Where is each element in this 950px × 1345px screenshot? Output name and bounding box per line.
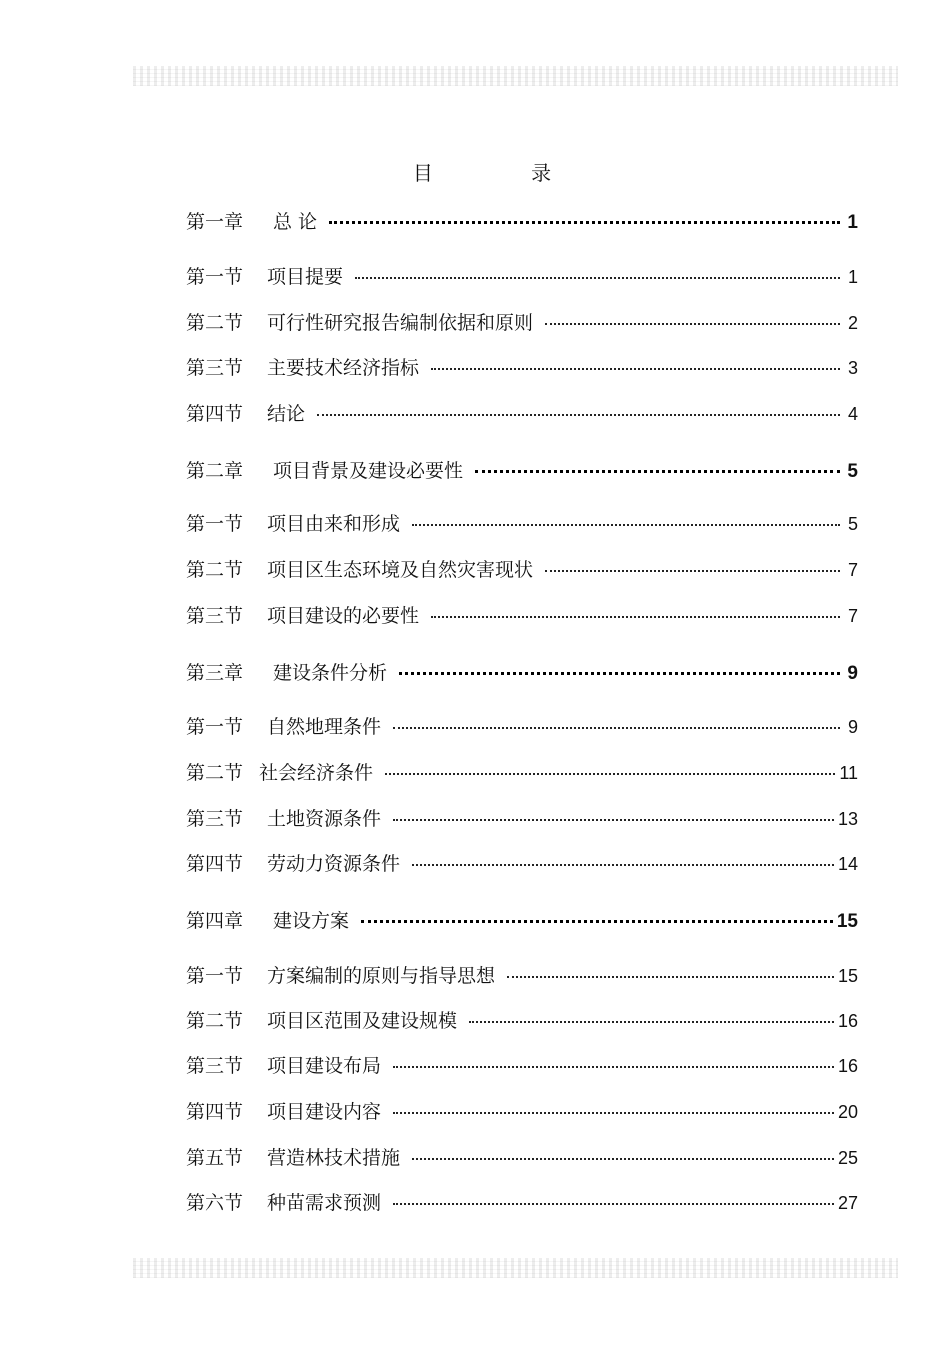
- toc-page-number: 14: [837, 854, 858, 874]
- toc-label: 第三节: [186, 357, 244, 379]
- toc-chapter[interactable]: [186, 454, 858, 482]
- toc-title: 结论: [267, 403, 306, 425]
- dot-leader: [393, 1183, 834, 1205]
- toc-label: 第一章: [186, 211, 244, 233]
- toc-label: 第四节: [186, 853, 244, 875]
- toc-section[interactable]: [186, 803, 858, 830]
- toc-title: 主要技术经济指标: [267, 357, 420, 379]
- toc-label: 第一节: [186, 716, 244, 738]
- toc-section[interactable]: [186, 1142, 858, 1169]
- toc-page-number: 9: [847, 663, 858, 684]
- toc-label: 第二节: [186, 312, 244, 334]
- toc-section[interactable]: [186, 1050, 858, 1077]
- toc-title: 方案编制的原则与指导思想: [267, 965, 496, 987]
- dot-leader: [412, 504, 840, 526]
- toc-page-number: 4: [847, 404, 858, 424]
- toc-section[interactable]: [186, 1187, 858, 1214]
- toc-title: 项目背景及建设必要性: [273, 460, 464, 482]
- toc-page-number: 16: [837, 1056, 858, 1076]
- toc-section[interactable]: [186, 1005, 858, 1032]
- dot-leader: [399, 652, 840, 675]
- dot-leader: [393, 1092, 834, 1114]
- toc-page-number: 16: [837, 1011, 858, 1031]
- dot-leader: [385, 753, 835, 775]
- toc-title: 项目区范围及建设规模: [267, 1010, 458, 1032]
- toc-section[interactable]: [186, 848, 858, 875]
- toc-section[interactable]: [186, 352, 858, 379]
- toc-title: 总 论: [273, 211, 318, 233]
- toc-page-number: 7: [847, 606, 858, 626]
- toc-label: 第二节: [186, 559, 244, 581]
- toc-page-number: 5: [847, 461, 858, 482]
- toc-page-number: 1: [847, 212, 858, 233]
- toc-page-number: 15: [836, 911, 858, 932]
- toc-page-number: 9: [847, 717, 858, 737]
- toc-page-number: 25: [837, 1148, 858, 1168]
- dot-leader: [393, 799, 834, 821]
- toc-chapter[interactable]: [186, 904, 858, 932]
- dot-leader: [431, 596, 840, 618]
- dot-leader: [361, 900, 833, 923]
- toc-section[interactable]: [186, 711, 858, 738]
- toc-title: 社会经济条件: [259, 762, 374, 784]
- toc-title: 土地资源条件: [267, 808, 382, 830]
- toc-title: 项目建设内容: [267, 1101, 382, 1123]
- toc-label: 第四节: [186, 403, 244, 425]
- dot-leader: [412, 1138, 834, 1160]
- toc-label: 第三章: [186, 662, 244, 684]
- dot-leader: [475, 450, 840, 473]
- header-noise-strip: [133, 66, 898, 86]
- toc-title: 项目由来和形成: [267, 513, 401, 535]
- toc-title: 建设方案: [273, 910, 350, 932]
- toc-title: 种苗需求预测: [267, 1192, 382, 1214]
- toc-page-number: 3: [847, 358, 858, 378]
- dot-leader: [507, 956, 834, 978]
- dot-leader: [393, 1046, 834, 1068]
- dot-leader: [545, 303, 840, 325]
- toc-section[interactable]: [186, 398, 858, 425]
- toc-page-number: 7: [847, 560, 858, 580]
- toc-chapter[interactable]: [186, 205, 858, 233]
- toc-label: 第四章: [186, 910, 244, 932]
- toc-label: 第五节: [186, 1147, 244, 1169]
- dot-leader: [431, 348, 840, 370]
- toc-title: 项目区生态环境及自然灾害现状: [267, 559, 534, 581]
- toc-section[interactable]: [186, 600, 858, 627]
- toc-page-number: 2: [847, 313, 858, 333]
- toc-section[interactable]: [186, 261, 858, 288]
- dot-leader: [412, 844, 834, 866]
- dot-leader: [393, 707, 840, 729]
- dot-leader: [355, 257, 840, 279]
- toc-title: 营造林技术措施: [267, 1147, 401, 1169]
- toc-section[interactable]: [186, 554, 858, 581]
- dot-leader: [329, 201, 840, 224]
- toc-title: 自然地理条件: [267, 716, 382, 738]
- toc-label: 第三节: [186, 605, 244, 627]
- toc-label: 第四节: [186, 1101, 244, 1123]
- dot-leader: [469, 1001, 834, 1023]
- toc-label: 第六节: [186, 1192, 244, 1214]
- toc-label: 第一节: [186, 513, 244, 535]
- toc-page-number: 1: [847, 267, 858, 287]
- toc-label: 第三节: [186, 808, 244, 830]
- toc-title: 项目建设布局: [267, 1055, 382, 1077]
- toc-title: 可行性研究报告编制依据和原则: [267, 312, 534, 334]
- toc-title: 项目建设的必要性: [267, 605, 420, 627]
- toc-section[interactable]: [186, 960, 858, 987]
- toc-label: 第一节: [186, 266, 244, 288]
- toc-page-number: 13: [837, 809, 858, 829]
- toc-title: 建设条件分析: [273, 662, 388, 684]
- dot-leader: [545, 550, 840, 572]
- toc-label: 第三节: [186, 1055, 244, 1077]
- toc-page-number: 15: [837, 966, 858, 986]
- toc-label: 第二节: [186, 762, 244, 784]
- toc-label: 第二章: [186, 460, 244, 482]
- toc-section[interactable]: [186, 1096, 858, 1123]
- toc-title: 劳动力资源条件: [267, 853, 401, 875]
- toc-page-number: 27: [837, 1193, 858, 1213]
- toc-section[interactable]: [186, 757, 858, 784]
- toc-chapter[interactable]: [186, 656, 858, 684]
- toc-page-number: 20: [837, 1102, 858, 1122]
- toc-section[interactable]: [186, 307, 858, 334]
- page-title: 目 录: [412, 161, 598, 185]
- toc-section[interactable]: [186, 508, 858, 535]
- toc-page-number: 5: [847, 514, 858, 534]
- footer-noise-strip: [133, 1258, 898, 1278]
- toc-label: 第二节: [186, 1010, 244, 1032]
- toc-label: 第一节: [186, 965, 244, 987]
- dot-leader: [317, 394, 840, 416]
- toc-title: 项目提要: [267, 266, 344, 288]
- toc-page-number: 11: [839, 763, 858, 783]
